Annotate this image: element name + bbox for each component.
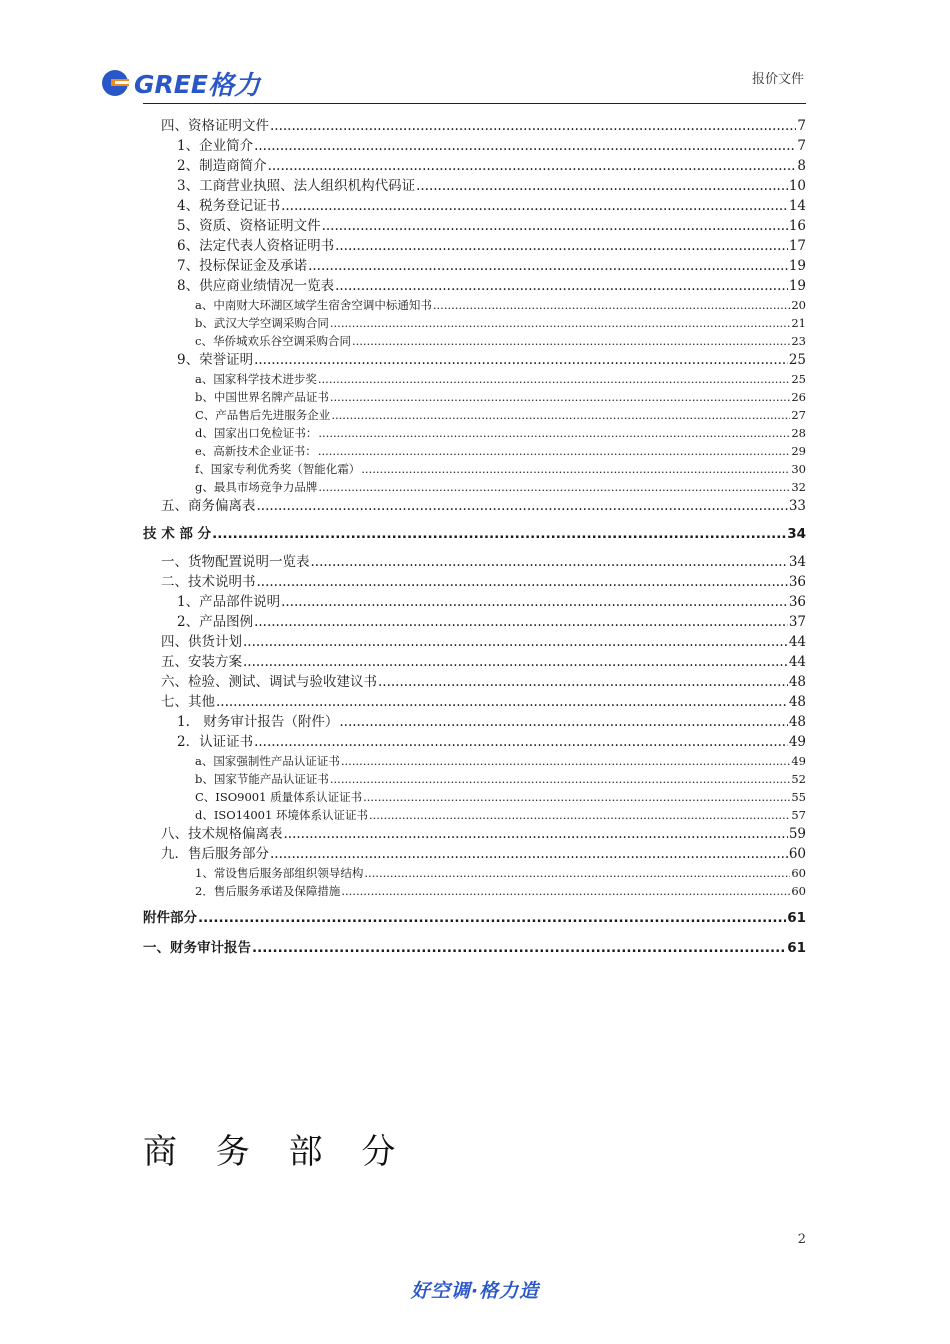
page-number: 2 <box>797 1232 806 1247</box>
toc-entry[interactable] <box>143 752 806 770</box>
toc-entry-page: 19 <box>788 258 806 274</box>
toc-entry-title: g、最具市场竞争力品牌 <box>195 480 318 494</box>
toc-entry-title: C、产品售后先进服务企业 <box>195 408 331 422</box>
toc-entry-page: 44 <box>788 634 806 650</box>
toc-entry[interactable] <box>143 296 806 314</box>
toc-entry[interactable] <box>143 424 806 442</box>
toc-entry[interactable] <box>143 314 806 332</box>
toc-entry-title: 2、产品图例 <box>177 614 254 630</box>
toc-dot-leader <box>361 460 790 478</box>
toc-entry[interactable] <box>143 824 806 844</box>
toc-entry[interactable] <box>143 496 806 516</box>
svg-text:格力: 格力 <box>208 71 261 100</box>
toc-entry[interactable] <box>143 332 806 350</box>
document-type-label: 报价文件 <box>751 72 804 87</box>
toc-entry-page: 60 <box>791 866 806 880</box>
toc-entry-title: 8、供应商业绩情况一览表 <box>177 278 335 294</box>
toc-entry[interactable] <box>143 552 806 572</box>
toc-entry-title: 2．售后服务承诺及保障措施 <box>195 884 341 898</box>
toc-entry[interactable] <box>143 406 806 424</box>
toc-entry-page: 33 <box>788 498 806 514</box>
toc-entry[interactable] <box>143 692 806 712</box>
toc-entry[interactable] <box>143 350 806 370</box>
toc-entry[interactable] <box>143 712 806 732</box>
toc-entry-page: 34 <box>788 554 806 570</box>
toc-entry[interactable] <box>143 864 806 882</box>
toc-entry-page: 19 <box>788 278 806 294</box>
slogan-text: 好空调·格力造 <box>410 1280 540 1302</box>
toc-entry-page: 27 <box>791 408 806 422</box>
toc-dot-leader <box>341 752 791 770</box>
toc-entry-page: 16 <box>788 218 806 234</box>
footer-slogan <box>0 1276 950 1303</box>
toc-dot-leader <box>270 844 788 864</box>
toc-entry-title: C、ISO9001 质量体系认证证书 <box>195 790 363 804</box>
toc-entry-page: 60 <box>791 884 806 898</box>
toc-entry-title: 3、工商营业执照、法人组织机构代码证 <box>177 178 416 194</box>
toc-entry[interactable] <box>143 116 806 136</box>
toc-entry[interactable] <box>143 612 806 632</box>
toc-entry[interactable] <box>143 216 806 236</box>
toc-entry-page: 28 <box>791 426 806 440</box>
header-divider <box>143 103 806 104</box>
toc-entry-page: 25 <box>788 352 806 368</box>
toc-entry-page: 36 <box>788 574 806 590</box>
toc-dot-leader <box>335 276 788 296</box>
toc-dot-leader <box>281 592 788 612</box>
toc-entry[interactable] <box>143 632 806 652</box>
toc-dot-leader <box>243 632 788 652</box>
toc-entry-title: 附件部分 <box>143 910 197 926</box>
toc-entry[interactable] <box>143 176 806 196</box>
toc-dot-leader <box>352 332 790 350</box>
toc-dot-leader <box>257 572 788 592</box>
toc-entry-title: 2．认证证书 <box>177 734 254 750</box>
toc-entry-page: 20 <box>791 298 806 312</box>
toc-entry-title: 五、安装方案 <box>161 654 242 670</box>
toc-entry-page: 7 <box>797 138 806 154</box>
toc-entry[interactable] <box>143 844 806 864</box>
toc-entry-title: d、国家出口免检证书： <box>195 426 318 440</box>
toc-entry-title: 1、常设售后服务部组织领导结构 <box>195 866 364 880</box>
toc-entry-title: 一、财务审计报告 <box>143 940 251 956</box>
toc-dot-leader <box>330 770 790 788</box>
toc-entry[interactable] <box>143 882 806 900</box>
toc-entry-page: 23 <box>791 334 806 348</box>
toc-entry-title: 二、技术说明书 <box>161 574 256 590</box>
toc-dot-leader <box>330 388 790 406</box>
toc-dot-leader <box>339 712 787 732</box>
toc-entry[interactable] <box>143 522 806 546</box>
toc-entry-page: 34 <box>787 526 806 542</box>
toc-entry-title: a、国家科学技术进步奖 <box>195 372 317 386</box>
toc-entry-title: 技 术 部 分 <box>143 526 212 542</box>
toc-dot-leader <box>364 864 790 882</box>
toc-dot-leader <box>254 350 788 370</box>
svg-text:GREE: GREE <box>134 70 208 99</box>
toc-entry-page: 36 <box>788 594 806 610</box>
toc-entry-page: 52 <box>791 772 806 786</box>
toc-entry-title: d、ISO14001 环境体系认证证书 <box>195 808 368 822</box>
toc-entry-title: b、中国世界名牌产品证书 <box>195 390 329 404</box>
toc-entry-page: 37 <box>788 614 806 630</box>
toc-entry-page: 55 <box>791 790 806 804</box>
toc-entry[interactable] <box>143 196 806 216</box>
toc-dot-leader <box>318 478 790 496</box>
toc-entry-title: b、武汉大学空调采购合同 <box>195 316 329 330</box>
toc-entry-page: 14 <box>788 198 806 214</box>
toc-dot-leader <box>268 156 797 176</box>
toc-entry[interactable] <box>143 770 806 788</box>
toc-entry-title: f、国家专利优秀奖（智能化霜） <box>195 462 361 476</box>
toc-entry-title: a、国家强制性产品认证证书 <box>195 754 340 768</box>
toc-entry[interactable] <box>143 460 806 478</box>
toc-entry[interactable] <box>143 388 806 406</box>
toc-entry-page: 48 <box>788 694 806 710</box>
toc-entry-page: 49 <box>791 754 806 768</box>
toc-dot-leader <box>369 806 790 824</box>
toc-entry[interactable] <box>143 236 806 256</box>
toc-entry-title: e、高新技术企业证书： <box>195 444 317 458</box>
toc-entry-page: 21 <box>791 316 806 330</box>
toc-entry-page: 26 <box>791 390 806 404</box>
toc-dot-leader <box>252 936 786 960</box>
toc-dot-leader <box>216 692 788 712</box>
toc-entry[interactable] <box>143 906 806 930</box>
toc-dot-leader <box>308 256 788 276</box>
toc-entry-page: 8 <box>797 158 806 174</box>
section-title: 商 务 部 分 <box>143 1132 410 1172</box>
toc-entry-title: 七、其他 <box>161 694 215 710</box>
toc-entry[interactable] <box>143 136 806 156</box>
toc-dot-leader <box>254 612 788 632</box>
toc-dot-leader <box>318 442 791 460</box>
toc-entry-title: 四、资格证明文件 <box>161 118 269 134</box>
toc-entry-page: 48 <box>788 714 806 730</box>
toc-dot-leader <box>270 116 796 136</box>
toc-entry-title: 九．售后服务部分 <box>161 846 269 862</box>
toc-entry-title: a、中南财大环湖区域学生宿舍空调中标通知书 <box>195 298 432 312</box>
toc-entry-title: 6、法定代表人资格证明书 <box>177 238 335 254</box>
gree-logo <box>100 66 272 100</box>
table-of-contents <box>143 116 806 960</box>
toc-entry-page: 61 <box>787 940 806 956</box>
toc-entry-title: b、国家节能产品认证证书 <box>195 772 329 786</box>
toc-entry-page: 44 <box>788 654 806 670</box>
toc-entry-page: 25 <box>791 372 806 386</box>
toc-entry-page: 30 <box>791 462 806 476</box>
toc-dot-leader <box>378 672 788 692</box>
toc-entry-page: 57 <box>791 808 806 822</box>
toc-entry[interactable] <box>143 732 806 752</box>
toc-dot-leader <box>281 196 788 216</box>
toc-entry-page: 60 <box>788 846 806 862</box>
toc-dot-leader <box>433 296 791 314</box>
toc-entry-page: 29 <box>791 444 806 458</box>
toc-dot-leader <box>212 522 786 546</box>
gree-logo-icon <box>100 66 272 100</box>
toc-dot-leader <box>341 882 790 900</box>
toc-entry-title: 1. 财务审计报告（附件） <box>177 714 339 730</box>
toc-entry-title: 5、资质、资格证明文件 <box>177 218 321 234</box>
toc-entry-page: 48 <box>788 674 806 690</box>
toc-dot-leader <box>311 552 788 572</box>
toc-entry[interactable] <box>143 672 806 692</box>
toc-entry[interactable] <box>143 276 806 296</box>
toc-entry-page: 61 <box>787 910 806 926</box>
toc-entry-title: 7、投标保证金及承诺 <box>177 258 308 274</box>
toc-dot-leader <box>322 216 788 236</box>
toc-entry-title: 4、税务登记证书 <box>177 198 281 214</box>
toc-entry-title: 八、技术规格偏离表 <box>161 826 283 842</box>
toc-entry-page: 49 <box>788 734 806 750</box>
toc-dot-leader <box>416 176 788 196</box>
toc-entry-title: 一、货物配置说明一览表 <box>161 554 310 570</box>
toc-entry-title: 2、制造商简介 <box>177 158 267 174</box>
toc-entry-title: 六、检验、测试、调试与验收建议书 <box>161 674 377 690</box>
toc-dot-leader <box>330 314 790 332</box>
toc-entry-page: 17 <box>788 238 806 254</box>
toc-entry[interactable] <box>143 156 806 176</box>
toc-dot-leader <box>257 496 788 516</box>
toc-entry[interactable] <box>143 936 806 960</box>
toc-entry[interactable] <box>143 370 806 388</box>
toc-entry[interactable] <box>143 442 806 460</box>
toc-entry[interactable] <box>143 592 806 612</box>
toc-entry-title: 五、商务偏离表 <box>161 498 256 514</box>
toc-entry[interactable] <box>143 806 806 824</box>
toc-entry[interactable] <box>143 256 806 276</box>
toc-entry-page: 7 <box>797 118 806 134</box>
toc-dot-leader <box>198 906 786 930</box>
toc-dot-leader <box>331 406 790 424</box>
toc-entry[interactable] <box>143 572 806 592</box>
toc-entry-title: c、华侨城欢乐谷空调采购合同 <box>195 334 351 348</box>
toc-entry-title: 9、荣誉证明 <box>177 352 254 368</box>
toc-entry-title: 四、供货计划 <box>161 634 242 650</box>
toc-dot-leader <box>254 136 796 156</box>
toc-dot-leader <box>243 652 788 672</box>
toc-entry[interactable] <box>143 478 806 496</box>
toc-entry-page: 32 <box>791 480 806 494</box>
toc-dot-leader <box>363 788 790 806</box>
toc-dot-leader <box>284 824 788 844</box>
toc-entry[interactable] <box>143 788 806 806</box>
toc-dot-leader <box>318 424 790 442</box>
toc-entry-title: 1、产品部件说明 <box>177 594 281 610</box>
toc-dot-leader <box>335 236 788 256</box>
toc-entry[interactable] <box>143 652 806 672</box>
toc-entry-page: 10 <box>788 178 806 194</box>
toc-entry-page: 59 <box>788 826 806 842</box>
toc-entry-title: 1、企业简介 <box>177 138 254 154</box>
toc-dot-leader <box>318 370 791 388</box>
toc-dot-leader <box>254 732 788 752</box>
